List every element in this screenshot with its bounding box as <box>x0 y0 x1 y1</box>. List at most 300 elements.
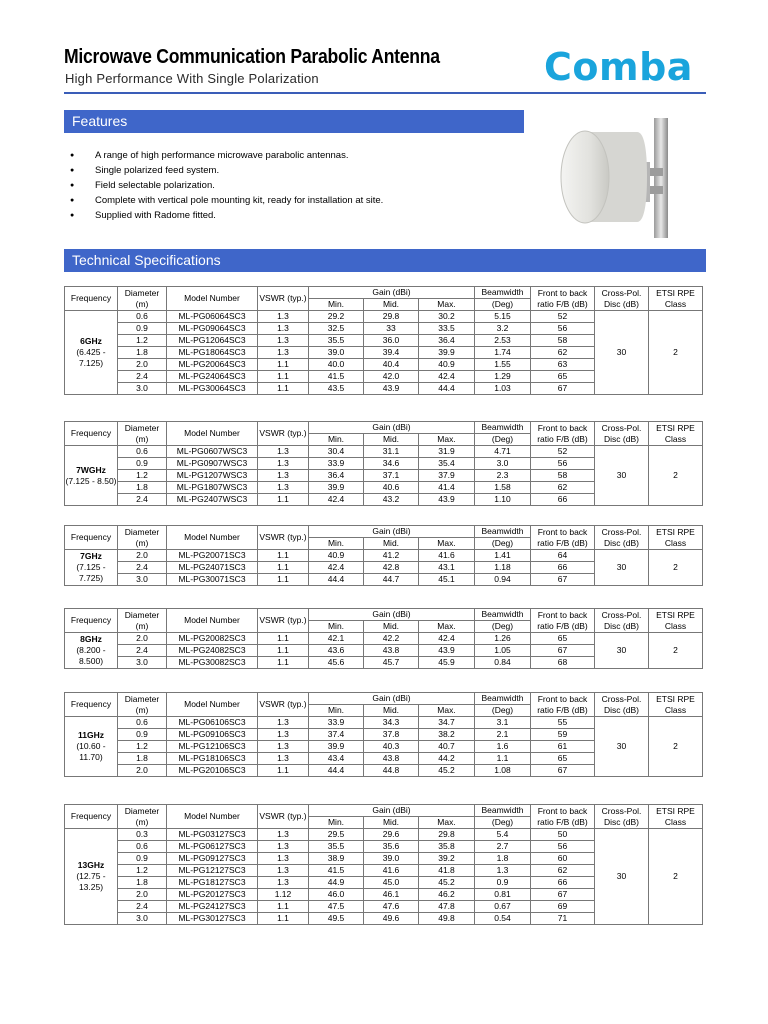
gain-min-cell: 49.5 <box>309 913 364 925</box>
gain-mid-cell: 43.8 <box>364 753 419 765</box>
vswr-cell: 1.3 <box>258 458 309 470</box>
diameter-cell: 2.4 <box>118 645 167 657</box>
feature-item: ● Field selectable polarization. <box>64 178 383 193</box>
header-frequency: Frequency <box>65 526 118 550</box>
model-number-cell: ML-PG24082SC3 <box>167 645 258 657</box>
table-header-row <box>65 609 703 621</box>
header-frequency: Frequency <box>65 609 118 633</box>
gain-min-cell: 46.0 <box>309 889 364 901</box>
front-to-back-cell: 52 <box>531 311 595 323</box>
gain-max-cell: 46.2 <box>419 889 475 901</box>
header-model-number: Model Number <box>167 526 258 550</box>
diameter-cell: 2.0 <box>118 359 167 371</box>
gain-min-cell: 42.4 <box>309 494 364 506</box>
model-number-cell: ML-PG2407WSC3 <box>167 494 258 506</box>
header-gain-max: Max. <box>419 299 475 311</box>
gain-max-cell: 39.2 <box>419 853 475 865</box>
header-etsi-class: ETSI RPE Class <box>649 693 703 717</box>
header-gain-mid: Mid. <box>364 299 419 311</box>
gain-min-cell: 30.4 <box>309 446 364 458</box>
front-to-back-cell: 68 <box>531 657 595 669</box>
diameter-cell: 3.0 <box>118 657 167 669</box>
diameter-cell: 0.6 <box>118 311 167 323</box>
header-front-to-back: Front to back ratio F/B (dB) <box>531 693 595 717</box>
header-gain-max: Max. <box>419 817 475 829</box>
gain-max-cell: 39.9 <box>419 347 475 359</box>
spec-table-11ghz <box>64 692 703 777</box>
beamwidth-cell: 0.94 <box>475 574 531 586</box>
table-header-row <box>65 422 703 434</box>
header-gain-mid: Mid. <box>364 621 419 633</box>
gain-max-cell: 35.4 <box>419 458 475 470</box>
spec-table-8ghz <box>64 608 703 669</box>
front-to-back-cell: 65 <box>531 633 595 645</box>
gain-min-cell: 45.6 <box>309 657 364 669</box>
specs-heading: Technical Specifications <box>64 249 706 272</box>
feature-item: ● Supplied with Radome fitted. <box>64 208 383 223</box>
model-number-cell: ML-PG12106SC3 <box>167 741 258 753</box>
model-number-cell: ML-PG06064SC3 <box>167 311 258 323</box>
diameter-cell: 1.2 <box>118 865 167 877</box>
frequency-range: (10.60 - 11.70) <box>76 741 106 762</box>
gain-min-cell: 29.5 <box>309 829 364 841</box>
table-row <box>65 633 703 645</box>
beamwidth-cell: 1.58 <box>475 482 531 494</box>
diameter-cell: 2.4 <box>118 371 167 383</box>
beamwidth-cell: 1.03 <box>475 383 531 395</box>
front-to-back-cell: 69 <box>531 901 595 913</box>
diameter-cell: 1.2 <box>118 470 167 482</box>
beamwidth-cell: 5.15 <box>475 311 531 323</box>
etsi-class-cell: 2 <box>649 550 703 586</box>
header-cross-pol: Cross-Pol. Disc (dB) <box>595 287 649 311</box>
table-row <box>65 717 703 729</box>
header-beamwidth: Beamwidth <box>475 693 531 705</box>
gain-min-cell: 43.5 <box>309 383 364 395</box>
header-model-number: Model Number <box>167 609 258 633</box>
gain-mid-cell: 40.3 <box>364 741 419 753</box>
gain-mid-cell: 41.6 <box>364 865 419 877</box>
gain-min-cell: 29.2 <box>309 311 364 323</box>
diameter-cell: 3.0 <box>118 383 167 395</box>
model-number-cell: ML-PG24064SC3 <box>167 371 258 383</box>
gain-max-cell: 47.8 <box>419 901 475 913</box>
page-subtitle: High Performance With Single Polarization <box>65 71 319 86</box>
vswr-cell: 1.3 <box>258 853 309 865</box>
header-front-to-back: Front to back ratio F/B (dB) <box>531 287 595 311</box>
vswr-cell: 1.1 <box>258 633 309 645</box>
model-number-cell: ML-PG20106SC3 <box>167 765 258 777</box>
front-to-back-cell: 62 <box>531 482 595 494</box>
spec-table-13ghz <box>64 804 703 925</box>
model-number-cell: ML-PG20071SC3 <box>167 550 258 562</box>
gain-min-cell: 32.5 <box>309 323 364 335</box>
frequency-band-cell <box>65 446 118 506</box>
header-front-to-back: Front to back ratio F/B (dB) <box>531 422 595 446</box>
feature-item: ● Complete with vertical pole mounting kit, ready for installation at site. <box>64 193 383 208</box>
gain-min-cell: 35.5 <box>309 335 364 347</box>
front-to-back-cell: 67 <box>531 574 595 586</box>
front-to-back-cell: 58 <box>531 335 595 347</box>
diameter-cell: 0.9 <box>118 853 167 865</box>
beamwidth-cell: 1.55 <box>475 359 531 371</box>
spec-table-7wghz <box>64 421 703 506</box>
header-diameter: Diameter (m) <box>118 805 167 829</box>
feature-item: ● A range of high performance microwave parabolic antennas. <box>64 148 383 163</box>
gain-min-cell: 43.6 <box>309 645 364 657</box>
gain-mid-cell: 46.1 <box>364 889 419 901</box>
gain-mid-cell: 43.9 <box>364 383 419 395</box>
front-to-back-cell: 56 <box>531 323 595 335</box>
header-diameter: Diameter (m) <box>118 287 167 311</box>
cross-pol-cell: 30 <box>595 717 649 777</box>
model-number-cell: ML-PG20082SC3 <box>167 633 258 645</box>
model-number-cell: ML-PG30082SC3 <box>167 657 258 669</box>
beamwidth-cell: 0.9 <box>475 877 531 889</box>
header-vswr: VSWR (typ.) <box>258 422 309 446</box>
header-frequency: Frequency <box>65 287 118 311</box>
vswr-cell: 1.1 <box>258 645 309 657</box>
vswr-cell: 1.3 <box>258 753 309 765</box>
header-model-number: Model Number <box>167 805 258 829</box>
spec-table-6ghz <box>64 286 703 395</box>
table-header-row <box>65 287 703 299</box>
gain-min-cell: 42.1 <box>309 633 364 645</box>
gain-min-cell: 39.9 <box>309 482 364 494</box>
header-beamwidth-unit: (Deg) <box>475 621 531 633</box>
header-gain-min: Min. <box>309 705 364 717</box>
gain-max-cell: 34.7 <box>419 717 475 729</box>
diameter-cell: 1.8 <box>118 347 167 359</box>
header-gain-mid: Mid. <box>364 538 419 550</box>
gain-max-cell: 38.2 <box>419 729 475 741</box>
diameter-cell: 2.4 <box>118 494 167 506</box>
gain-min-cell: 40.0 <box>309 359 364 371</box>
gain-mid-cell: 33 <box>364 323 419 335</box>
diameter-cell: 2.4 <box>118 562 167 574</box>
beamwidth-cell: 1.05 <box>475 645 531 657</box>
gain-min-cell: 47.5 <box>309 901 364 913</box>
header-model-number: Model Number <box>167 422 258 446</box>
diameter-cell: 2.0 <box>118 550 167 562</box>
beamwidth-cell: 1.1 <box>475 753 531 765</box>
beamwidth-cell: 2.1 <box>475 729 531 741</box>
diameter-cell: 1.8 <box>118 482 167 494</box>
header-beamwidth: Beamwidth <box>475 422 531 434</box>
model-number-cell: ML-PG20064SC3 <box>167 359 258 371</box>
beamwidth-cell: 1.26 <box>475 633 531 645</box>
header-etsi-class: ETSI RPE Class <box>649 609 703 633</box>
diameter-cell: 2.0 <box>118 889 167 901</box>
vswr-cell: 1.3 <box>258 446 309 458</box>
gain-min-cell: 38.9 <box>309 853 364 865</box>
front-to-back-cell: 65 <box>531 371 595 383</box>
beamwidth-cell: 3.1 <box>475 717 531 729</box>
header-gain-min: Min. <box>309 621 364 633</box>
front-to-back-cell: 66 <box>531 562 595 574</box>
header-gain: Gain (dBi) <box>309 609 475 621</box>
beamwidth-cell: 1.74 <box>475 347 531 359</box>
diameter-cell: 1.8 <box>118 753 167 765</box>
header-etsi-class: ETSI RPE Class <box>649 805 703 829</box>
vswr-cell: 1.1 <box>258 371 309 383</box>
beamwidth-cell: 3.2 <box>475 323 531 335</box>
table-row <box>65 446 703 458</box>
model-number-cell: ML-PG0907WSC3 <box>167 458 258 470</box>
header-diameter: Diameter (m) <box>118 422 167 446</box>
gain-mid-cell: 42.8 <box>364 562 419 574</box>
gain-max-cell: 31.9 <box>419 446 475 458</box>
vswr-cell: 1.1 <box>258 913 309 925</box>
etsi-class-cell: 2 <box>649 311 703 395</box>
header-divider <box>64 92 706 94</box>
model-number-cell: ML-PG20127SC3 <box>167 889 258 901</box>
header-vswr: VSWR (typ.) <box>258 526 309 550</box>
frequency-range: (12.75 - 13.25) <box>76 871 106 892</box>
model-number-cell: ML-PG30071SC3 <box>167 574 258 586</box>
vswr-cell: 1.3 <box>258 335 309 347</box>
vswr-cell: 1.3 <box>258 877 309 889</box>
vswr-cell: 1.3 <box>258 482 309 494</box>
diameter-cell: 1.2 <box>118 741 167 753</box>
gain-min-cell: 42.4 <box>309 562 364 574</box>
gain-max-cell: 43.9 <box>419 645 475 657</box>
gain-mid-cell: 44.7 <box>364 574 419 586</box>
gain-mid-cell: 47.6 <box>364 901 419 913</box>
vswr-cell: 1.1 <box>258 383 309 395</box>
gain-mid-cell: 37.1 <box>364 470 419 482</box>
frequency-band: 11GHz <box>78 730 104 740</box>
beamwidth-cell: 2.3 <box>475 470 531 482</box>
header-vswr: VSWR (typ.) <box>258 287 309 311</box>
gain-max-cell: 40.9 <box>419 359 475 371</box>
gain-max-cell: 44.2 <box>419 753 475 765</box>
beamwidth-cell: 1.3 <box>475 865 531 877</box>
gain-mid-cell: 45.7 <box>364 657 419 669</box>
front-to-back-cell: 64 <box>531 550 595 562</box>
gain-mid-cell: 44.8 <box>364 765 419 777</box>
gain-mid-cell: 29.6 <box>364 829 419 841</box>
table-row <box>65 550 703 562</box>
header-gain-mid: Mid. <box>364 705 419 717</box>
diameter-cell: 0.6 <box>118 841 167 853</box>
model-number-cell: ML-PG09106SC3 <box>167 729 258 741</box>
header-frequency: Frequency <box>65 693 118 717</box>
gain-mid-cell: 40.6 <box>364 482 419 494</box>
header-gain-mid: Mid. <box>364 817 419 829</box>
gain-mid-cell: 41.2 <box>364 550 419 562</box>
gain-min-cell: 41.5 <box>309 865 364 877</box>
diameter-cell: 0.6 <box>118 717 167 729</box>
etsi-class-cell: 2 <box>649 717 703 777</box>
gain-max-cell: 44.4 <box>419 383 475 395</box>
features-heading: Features <box>64 110 524 133</box>
diameter-cell: 3.0 <box>118 574 167 586</box>
vswr-cell: 1.12 <box>258 889 309 901</box>
vswr-cell: 1.1 <box>258 494 309 506</box>
gain-mid-cell: 34.6 <box>364 458 419 470</box>
header-gain-max: Max. <box>419 434 475 446</box>
vswr-cell: 1.1 <box>258 657 309 669</box>
gain-mid-cell: 34.3 <box>364 717 419 729</box>
features-list <box>64 148 383 223</box>
vswr-cell: 1.3 <box>258 347 309 359</box>
header-cross-pol: Cross-Pol. Disc (dB) <box>595 805 649 829</box>
header-beamwidth-unit: (Deg) <box>475 538 531 550</box>
cross-pol-cell: 30 <box>595 446 649 506</box>
table-header-row <box>65 693 703 705</box>
gain-min-cell: 44.4 <box>309 574 364 586</box>
gain-mid-cell: 45.0 <box>364 877 419 889</box>
header-gain: Gain (dBi) <box>309 287 475 299</box>
frequency-band-cell <box>65 550 118 586</box>
header-gain-mid: Mid. <box>364 434 419 446</box>
header-beamwidth-unit: (Deg) <box>475 705 531 717</box>
model-number-cell: ML-PG12064SC3 <box>167 335 258 347</box>
vswr-cell: 1.1 <box>258 765 309 777</box>
model-number-cell: ML-PG18106SC3 <box>167 753 258 765</box>
header-gain: Gain (dBi) <box>309 805 475 817</box>
frequency-band: 13GHz <box>77 860 105 870</box>
model-number-cell: ML-PG1207WSC3 <box>167 470 258 482</box>
header-cross-pol: Cross-Pol. Disc (dB) <box>595 609 649 633</box>
gain-min-cell: 40.9 <box>309 550 364 562</box>
gain-max-cell: 43.1 <box>419 562 475 574</box>
gain-max-cell: 45.2 <box>419 877 475 889</box>
front-to-back-cell: 67 <box>531 889 595 901</box>
gain-mid-cell: 49.6 <box>364 913 419 925</box>
gain-max-cell: 41.4 <box>419 482 475 494</box>
header-vswr: VSWR (typ.) <box>258 693 309 717</box>
diameter-cell: 2.4 <box>118 901 167 913</box>
front-to-back-cell: 59 <box>531 729 595 741</box>
header-gain-max: Max. <box>419 705 475 717</box>
etsi-class-cell: 2 <box>649 633 703 669</box>
beamwidth-cell: 1.6 <box>475 741 531 753</box>
etsi-class-cell: 2 <box>649 829 703 925</box>
gain-max-cell: 29.8 <box>419 829 475 841</box>
beamwidth-cell: 0.84 <box>475 657 531 669</box>
gain-mid-cell: 42.0 <box>364 371 419 383</box>
model-number-cell: ML-PG30064SC3 <box>167 383 258 395</box>
gain-max-cell: 45.9 <box>419 657 475 669</box>
cross-pol-cell: 30 <box>595 633 649 669</box>
header-model-number: Model Number <box>167 287 258 311</box>
beamwidth-cell: 0.54 <box>475 913 531 925</box>
model-number-cell: ML-PG18064SC3 <box>167 347 258 359</box>
model-number-cell: ML-PG06127SC3 <box>167 841 258 853</box>
beamwidth-cell: 2.7 <box>475 841 531 853</box>
model-number-cell: ML-PG1807WSC3 <box>167 482 258 494</box>
gain-max-cell: 41.8 <box>419 865 475 877</box>
diameter-cell: 0.9 <box>118 729 167 741</box>
gain-mid-cell: 37.8 <box>364 729 419 741</box>
frequency-range: (6.425 - 7.125) <box>76 347 106 368</box>
gain-min-cell: 44.4 <box>309 765 364 777</box>
gain-min-cell: 33.9 <box>309 458 364 470</box>
header-vswr: VSWR (typ.) <box>258 609 309 633</box>
gain-min-cell: 33.9 <box>309 717 364 729</box>
beamwidth-cell: 3.0 <box>475 458 531 470</box>
model-number-cell: ML-PG12127SC3 <box>167 865 258 877</box>
table-header-row <box>65 805 703 817</box>
cross-pol-cell: 30 <box>595 829 649 925</box>
header-gain-min: Min. <box>309 299 364 311</box>
gain-max-cell: 42.4 <box>419 633 475 645</box>
beamwidth-cell: 2.53 <box>475 335 531 347</box>
gain-max-cell: 33.5 <box>419 323 475 335</box>
header-frequency: Frequency <box>65 805 118 829</box>
header-beamwidth-unit: (Deg) <box>475 434 531 446</box>
header-gain-min: Min. <box>309 538 364 550</box>
front-to-back-cell: 62 <box>531 347 595 359</box>
front-to-back-cell: 62 <box>531 865 595 877</box>
gain-max-cell: 45.2 <box>419 765 475 777</box>
model-number-cell: ML-PG03127SC3 <box>167 829 258 841</box>
header-front-to-back: Front to back ratio F/B (dB) <box>531 526 595 550</box>
header-beamwidth: Beamwidth <box>475 805 531 817</box>
frequency-band: 7WGHz <box>76 464 106 475</box>
frequency-range: (7.125 - 8.50) <box>65 475 117 486</box>
gain-min-cell: 43.4 <box>309 753 364 765</box>
beamwidth-cell: 1.41 <box>475 550 531 562</box>
gain-min-cell: 39.9 <box>309 741 364 753</box>
vswr-cell: 1.1 <box>258 901 309 913</box>
diameter-cell: 2.0 <box>118 633 167 645</box>
page-title: Microwave Communication Parabolic Antenna <box>64 46 440 68</box>
gain-mid-cell: 35.6 <box>364 841 419 853</box>
front-to-back-cell: 67 <box>531 645 595 657</box>
gain-mid-cell: 36.0 <box>364 335 419 347</box>
header-cross-pol: Cross-Pol. Disc (dB) <box>595 693 649 717</box>
model-number-cell: ML-PG24071SC3 <box>167 562 258 574</box>
beamwidth-cell: 0.67 <box>475 901 531 913</box>
gain-mid-cell: 39.4 <box>364 347 419 359</box>
vswr-cell: 1.3 <box>258 865 309 877</box>
table-header-row <box>65 526 703 538</box>
gain-max-cell: 42.4 <box>419 371 475 383</box>
frequency-band-cell <box>65 717 118 777</box>
beamwidth-cell: 5.4 <box>475 829 531 841</box>
gain-min-cell: 35.5 <box>309 841 364 853</box>
diameter-cell: 0.3 <box>118 829 167 841</box>
model-number-cell: ML-PG24127SC3 <box>167 901 258 913</box>
front-to-back-cell: 66 <box>531 877 595 889</box>
gain-mid-cell: 39.0 <box>364 853 419 865</box>
gain-max-cell: 30.2 <box>419 311 475 323</box>
front-to-back-cell: 66 <box>531 494 595 506</box>
gain-min-cell: 36.4 <box>309 470 364 482</box>
diameter-cell: 2.0 <box>118 765 167 777</box>
front-to-back-cell: 56 <box>531 458 595 470</box>
gain-mid-cell: 42.2 <box>364 633 419 645</box>
frequency-band-cell <box>65 633 118 669</box>
frequency-band: 7GHz <box>80 551 102 561</box>
table-row <box>65 311 703 323</box>
header-frequency: Frequency <box>65 422 118 446</box>
header-front-to-back: Front to back ratio F/B (dB) <box>531 609 595 633</box>
vswr-cell: 1.3 <box>258 829 309 841</box>
cross-pol-cell: 30 <box>595 550 649 586</box>
header-cross-pol: Cross-Pol. Disc (dB) <box>595 526 649 550</box>
front-to-back-cell: 50 <box>531 829 595 841</box>
beamwidth-cell: 1.10 <box>475 494 531 506</box>
front-to-back-cell: 71 <box>531 913 595 925</box>
header-gain-min: Min. <box>309 817 364 829</box>
front-to-back-cell: 60 <box>531 853 595 865</box>
cross-pol-cell: 30 <box>595 311 649 395</box>
gain-min-cell: 44.9 <box>309 877 364 889</box>
